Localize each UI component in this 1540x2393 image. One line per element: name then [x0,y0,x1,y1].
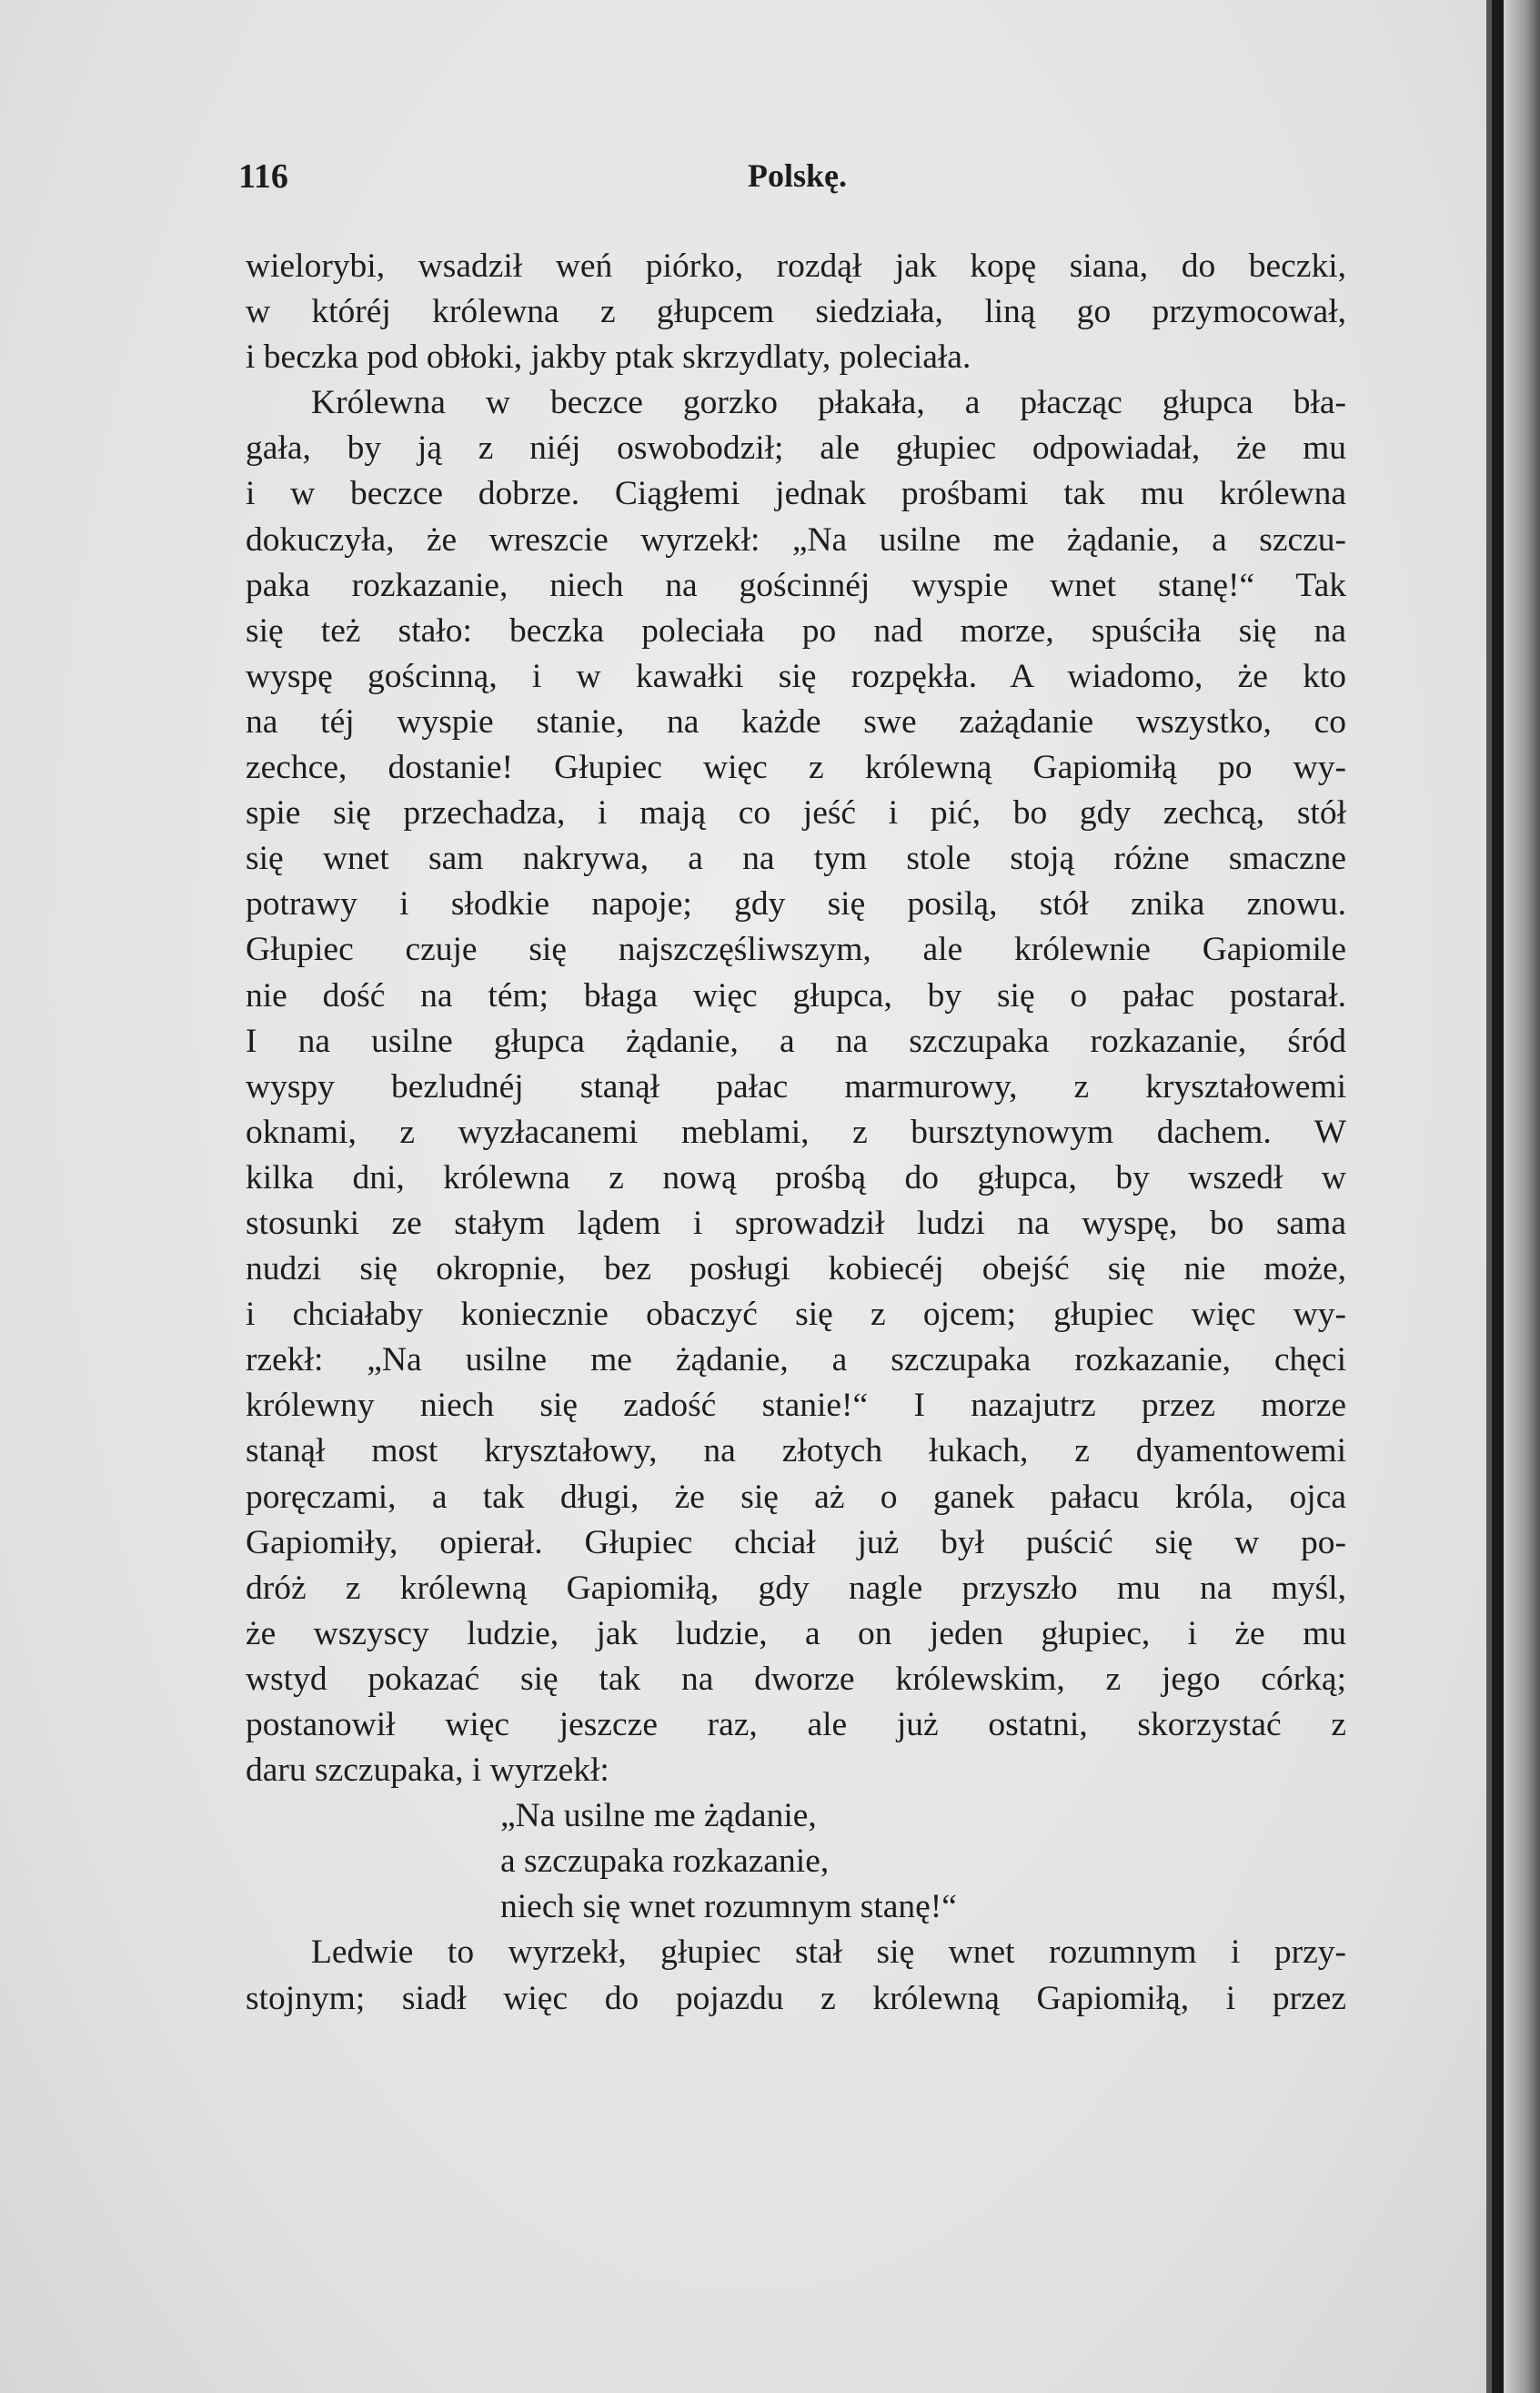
text-line: spie się przechadza, i mają co jeść i pić, bo gdy zechcą, stół [246,794,1346,833]
text-line: królewny niech się zadość stanie!“ I nazajutrz przez morze [246,1387,1346,1425]
text-line: dokuczyła, że wreszcie wyrzekł: „Na usilne me żądanie, a szczu- [246,520,1346,559]
text-line: i chciałaby koniecznie obaczyć się z ojcem; głupiec więc wy- [246,1296,1346,1334]
text-line: stosunki ze stałym lądem i sprowadził ludzi na wyspę, bo sama [246,1204,1346,1242]
page-number: 116 [238,157,288,196]
text-line: gała, by ją z niéj oswobodził; ale głupiec odpowiadał, że mu [246,429,1346,468]
text-line: się też stało: beczka poleciała po nad morze, spuściła się na [246,611,1346,650]
text-line: wielorybi, wsadził weń piórko, rozdął jak kopę siana, do beczki, [246,247,1346,285]
text-line: się wnet sam nakrywa, a na tym stole stoją różne smaczne [246,840,1346,878]
page-edge-shadow [1504,0,1540,2393]
text-line: wyspę gościnną, i w kawałki się rozpękła. A wiadomo, że kto [246,657,1346,695]
text-line: zechce, dostanie! Głupiec więc z królewną Gapiomiłą po wy- [246,749,1346,787]
text-line: nie dość na tém; błaga więc głupca, by się o pałac postarał. [246,976,1346,1015]
text-line: Ledwie to wyrzekł, głupiec stał się wnet rozumnym i przy- [311,1934,1346,1972]
text-line: wyspy bezludnéj stanął pałac marmurowy, z kryształowemi [246,1067,1346,1106]
text-line: i beczka pod obłoki, jakby ptak skrzydlaty, poleciała. [246,338,971,377]
verse-line: a szczupaka rozkazanie, [500,1843,830,1881]
body-text [246,244,1346,2022]
text-line: rzekł: „Na usilne me żądanie, a szczupaka rozkazanie, chęci [246,1341,1346,1379]
text-line: że wszyscy ludzie, jak ludzie, a on jeden głupiec, i że mu [246,1614,1346,1652]
text-line: w któréj królewna z głupcem siedziała, liną go przymocował, [246,293,1346,331]
text-line: oknami, z wyzłacanemi meblami, z bursztynowym dachem. W [246,1113,1346,1151]
text-line: Królewna w beczce gorzko płakała, a płacząc głupca bła- [311,384,1346,422]
text-line: stanął most kryształowy, na złotych łukach, z dyamentowemi [246,1432,1346,1470]
text-line: kilka dni, królewna z nową prośbą do głupca, by wszedł w [246,1158,1346,1196]
verse-line: niech się wnet rozumnym stanę!“ [500,1888,957,1926]
text-line: i w beczce dobrze. Ciągłemi jednak prośbami tak mu królewna [246,475,1346,513]
text-line: poręczami, a tak długi, że się aż o ganek pałacu króla, ojca [246,1478,1346,1516]
text-line: na téj wyspie stanie, na każde swe zażądanie wszystko, co [246,702,1346,741]
running-title: Polskę. [748,157,848,194]
text-line: daru szczupaka, i wyrzekł: [246,1752,609,1790]
text-line: postanowił więc jeszcze raz, ale już ostatni, skorzystać z [246,1706,1346,1743]
verse-line: „Na usilne me żądanie, [500,1797,817,1835]
text-line: potrawy i słodkie napoje; gdy się posilą, stół znika znowu. [246,885,1346,924]
text-line: nudzi się okropnie, bez posługi kobiecéj obejść się nie może, [246,1250,1346,1288]
running-head [238,157,1357,202]
text-line: Gapiomiły, opierał. Głupiec chciał już był puścić się w po- [246,1523,1346,1561]
text-line: wstyd pokazać się tak na dworze królewskim, z jego córką; [246,1660,1346,1698]
text-line: dróż z królewną Gapiomiłą, gdy nagle przyszło mu na myśl, [246,1569,1346,1607]
text-line: stojnym; siadł więc do pojazdu z królewną Gapiomiłą, i przez [246,1979,1346,2017]
text-line: paka rozkazanie, niech na gościnnéj wyspie wnet stanę!“ Tak [246,566,1346,604]
text-line: I na usilne głupca żądanie, a na szczupaka rozkazanie, śród [246,1022,1346,1060]
text-line: Głupiec czuje się najszczęśliwszym, ale królewnie Gapiomile [246,931,1346,969]
